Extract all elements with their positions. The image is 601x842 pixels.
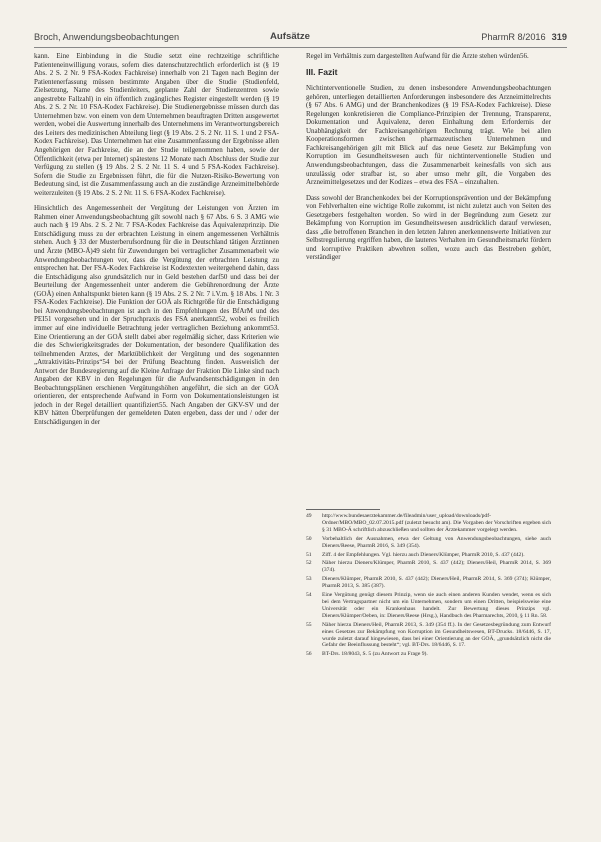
footnote-text: Näher hierzu Dieners/Heil, PharmR 2013, S. 349 (354 ff.). In der Gesetzesbegründung zum Entwurf eines Gesetzes zur Bekämpfung von Korruption im Gesundheitswesen, BT-Drucks. 18/6446, S. 17, wurde zuletzt darauf hingewiesen, dass bei einer Orientierung an der GOÄ, „grundsätzlich nicht die Gefahr der Beeinflussung besteht“; vgl. BT-Drs. 18/6446, S. 17. <box>322 621 551 649</box>
footnote-number: 50 <box>306 535 312 542</box>
footnote-text: Näher hierzu Dieners/Klümper, PharmR 2010, S. 437 (442); Dieners/Heil, PharmR 2014, S. 369 (374). <box>322 560 551 574</box>
footnote-text: Ziff. 4 der Empfehlungen. Vgl. hierzu auch Dieners/Klümper, PharmR 2010, S. 437 (442). <box>322 551 525 558</box>
body-paragraph: Dass sowohl der Branchenkodex bei der Korruptionsprävention und der Bekämpfung von Fehlverhalten eine wichtige Rolle zukommt, ist nicht zuletzt auch von Seiten des Gesetzgebers festgehalten worden. So wird in der Begründung zum Gesetz zur Bekämpfung von Korruption im Gesundheitswesen ausdrücklich darauf verwiesen, dass „die betroffenen Branchen in den letzten Jahren anerkennenswerte Initiativen zur Selbstregulierung ergriffen haben, die lauteres Verhalten im Gesundheitsmarkt fördern und korruptive Praktiken abwehren sollen, wozu auch das Bestreben gehört, verständiger <box>306 193 551 262</box>
footnote <box>306 536 551 550</box>
journal-citation <box>481 32 567 42</box>
footnote-number: 52 <box>306 560 312 567</box>
footnote-number: 54 <box>306 592 312 599</box>
header-rule <box>34 47 567 48</box>
footnote <box>306 651 551 658</box>
page-number: 319 <box>551 32 567 42</box>
footnote-text: Dieners/Klümper, PharmR 2010, S. 437 (442); Dieners/Heil, PharmR 2014, S. 369 (374); Klümper, PharmR 2013, S. 385 (387). <box>322 576 551 590</box>
body-paragraph: Regel im Verhältnis zum dargestellten Aufwand für die Ärzte stehen würden56. <box>306 52 529 60</box>
running-header <box>34 32 567 48</box>
footnote <box>306 592 551 620</box>
footnote <box>306 552 551 559</box>
section-label: Aufsätze <box>270 31 310 42</box>
footnote-text: Vorbehaltlich der Ausnahmen, etwa der Geltung von Anwendungsbeobachtungen, siehe auch Dieners/Reese, PharmR 2016, S. 349 (354). <box>322 535 551 549</box>
body-paragraph: Hinsichtlich des Angemessenheit der Vergütung der Leistungen von Ärzten im Rahmen einer Anwendungsbeobachtung gilt sowohl nach § 67 Abs. 6 S. 3 AMG wie auch nach § 19 Abs. 2 S. 2 Nr. 7 FSA-Kodex Fachkreise das Äquivalenzprinzip. Die Entschädigung muss zu der erbrachten Leistung in einem angemessenen Verhältnis stehen. Auch § 33 der Musterberufsordnung für die in Deutschland tätigen Ärztinnen und Ärzte (MBO-Ä)49 sieht für Zuwendungen bei vertraglicher Zusammenarbeit wie Anwendungsbeobachtungen vor, dass die Vergütung der erbrachten Leistung zu entsprechen hat. Der FSA-Kodex Fachkreise ist Kodextexten weitergehend dahin, dass die Entschädigung also grundsätzlich nur in Geld bestehen darf50 und dass bei der Beurteilung der Angemessenheit unter anderem die Gebührenordnung der Ärzte (GOÄ) einen Anhaltspunkt bieten kann (§ 19 Abs. 2 S. 2 Nr. 7 i.V.m. § 18 Abs. 1 Nr. 3 FSA-Kodex Fachkreise). Die Funktion der GOÄ als Richtgröße für die Entschädigung bei Anwendungsbeobachtungen ist auch in den Empfehlungen des BfArM und des PEI51 vorgesehen und in der Spruchpraxis des FSA anerkannt52, wobei es freilich immer auf eine individuelle Betrachtung jeder vertraglichen Beziehung ankommt53. Eine Orientierung an der GOÄ stellt dabei aber regelmäßig sicher, dass Kriterien wie die des Schwierigkeitsgrades der Dokumentation, der besondere Qualifikation des teilnehmenden Arztes, der Marktüblichkeit der Vergütung und des sogenannten „Attraktivitäts-Prinzips“54 bei der Prüfung Beachtung finden. Ausweislich der Antwort der Bundesregierung auf die Kleine Anfrage der Fraktion Die Linke sind nach Angaben der KBV in den Regelungen für die Aufwandsentschädigungen in den Beobachtungsplänen erschienen Vergütungshöhen angeführt, die sich an der GOÄ orientieren, der entsprechende Aufwand in Form von Dokumentationsleistungen ist jedoch in der Regel detailliert quantifiziert55. Nach Angaben der GKV-SV und der KBV hätten Überprüfungen der gemeldeten Daten ergeben, dass der und / oder der Entschädigungen in der <box>34 204 279 426</box>
journal-name: PharmR 8/2016 <box>481 32 546 42</box>
footnote <box>306 622 551 650</box>
footnotes <box>306 513 551 838</box>
footnote-number: 53 <box>306 576 312 583</box>
footnote-text: BT-Drs. 18/8043, S. 5 (zu Antwort zu Frage 9). <box>322 651 428 658</box>
footnote-text: http://www.bundesaerztekammer.de/fileadmin/user_upload/downloads/pdf-Ordner/MBO/MBO_02.07.2015.pdf (zuletzt besucht am). Die Vorgaben der Vorschriften ergeben sich § 31 MBO-Ä schriftlich abzuschließen und sollten der Ärztekammer vorgelegt werden. <box>322 513 551 533</box>
footnote-number: 56 <box>306 651 312 658</box>
footnote <box>306 576 551 590</box>
footnote-rule <box>306 509 380 510</box>
body-paragraph: kann. Eine Einbindung in die Studie setzt eine rechtzeitige schriftliche Patienteneinwilligung voraus, sofern dies datenschutzrechtlich erforderlich ist (§ 19 Abs. 2 S. 2 Nr. 9 FSA-Kodex Fachkreise) innerhalb von 21 Tagen nach Beginn der Patientenerfassung müssen bestimmte Angaben über die Studie (Studienfeld, Zielsetzung, Name des Studienleiters, geplante Zahl der Studienzentren sowie angestrebte Fallzahl) in ein öffentlich zugängliches Register eingestellt werden (§ 19 Abs. 2 S. 2 Nr. 10 FSA-Kodex Fachkreise). Die Studienergebnisse müssen durch das Unternehmen bzw. von einem von dem Unternehmen beauftragten Dritten ausgewertet werden, wobei die Auswertung innerhalb des Unternehmens im Verantwortungsbereich des Leiters des medizinischen Abteilung liegt (§ 19 Abs. 2 S. 2 Nr. 11 S. 1 und 2 FSA-Kodex Fachkreise). Das Unternehmen hat eine Zusammenfassung der Ergebnisse allen Angehörigen der Fachkreise, die an der Studie teilgenommen haben, sowie der Öffentlichkeit (etwa per Internet) spätestens 12 Monate nach Abschluss der Studie zur Verfügung zu stellen (§ 19 Abs. 2 S. 2 Nr. 11 S. 4 und 5 FSA-Kodex Fachkreise). Sofern die Studie zu Ergebnissen führt, die für die Nutzen-Risiko-Bewertung von Bedeutung sind, ist die Zusammenfassung auch an die zuständige Arzneimittelbehörde weiterzuleiten (§ 19 Abs. 2 S. 2 Nr. 11 S. 6 FSA-Kodex Fachkreise). <box>34 52 279 197</box>
left-column <box>34 52 279 842</box>
right-column <box>306 52 551 500</box>
body-paragraph: Nichtinterventionelle Studien, zu denen insbesondere Anwendungsbeobachtungen gehören, unterliegen detaillierten Anforderungen insbesondere des Arzneimittelrechts (§ 67 Abs. 6 AMG) und der Branchenkodizes (§ 19 FSA-Kodex Fachkreise). Diese Regelungen konkretisieren die Compliance-Prinzipien der Trennung, Transparenz, Dokumentation und Äquivalenz, deren Einhaltung dem Erfordernis der Unabhängigkeit der Fachkreisangehörigen Rechnung trägt. Wie bei allen Kooperationsformen zwischen pharmazeutischen Unternehmen und Fachkreisangehörigen gilt mit Blick auf das neue Gesetz zur Bekämpfung von Korruption im Gesundheitswesen auch für nichtinterventionelle Studien und Anwendungsbeobachtungen, dass die Zusammenarbeit keinesfalls von sich aus unzulässig oder strafbar ist, so aber umso mehr gilt, die Vorgaben des Arzneimittelgesetzes und der Kodizes – etwa des FSA – einzuhalten. <box>306 84 551 187</box>
footnote <box>306 513 551 534</box>
footnote-number: 51 <box>306 551 312 558</box>
section-heading: III. Fazit <box>306 66 338 77</box>
footnote-number: 55 <box>306 621 312 628</box>
footnote-text: Eine Vergütung genügt diesem Prinzip, wenn sie auch einen anderen Kunden wendet, wenn es sich bei dem Vertragspartner nicht um ein Unternehmen, sondern um einen Dritten, beispielsweise eine Universität oder ein Krankenhaus handelt. Zur Bewertung dieses Prinzips vgl. Dieners/Klümper/Oeben, in: Dieners/Reese (Hrsg.), Handbuch des Pharmarechts, 2010, § 11 Rn. 58. <box>322 592 551 619</box>
running-title: Broch, Anwendungsbeobachtungen <box>34 32 180 42</box>
footnote <box>306 560 551 574</box>
footnote-number: 49 <box>306 513 312 519</box>
